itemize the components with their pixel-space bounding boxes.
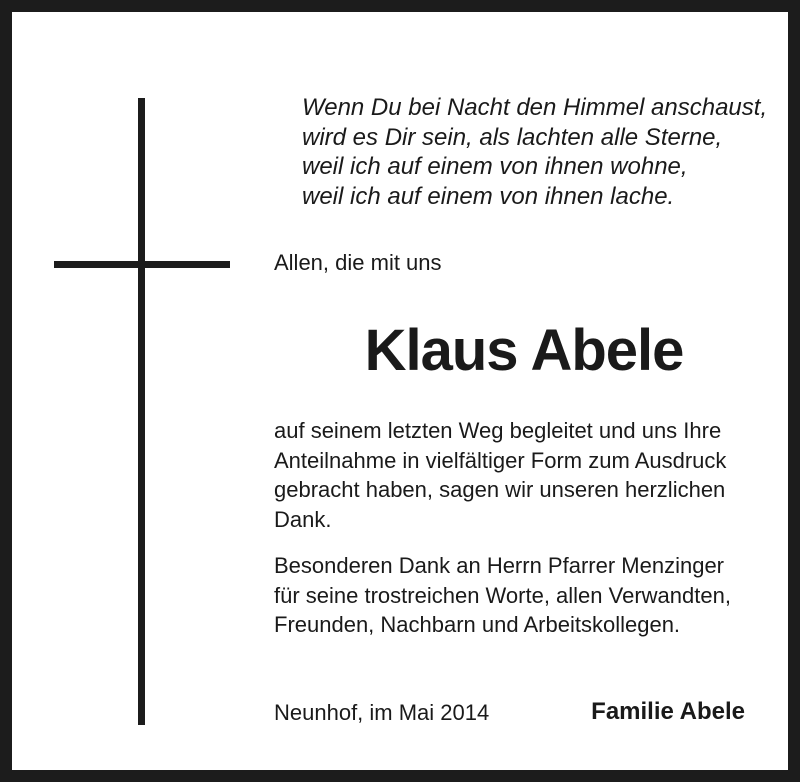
paragraph-line: für seine trostreichen Worte, allen Verwandten,	[274, 582, 731, 608]
paragraph-line: Freunden, Nachbarn und Arbeitskollegen.	[274, 612, 681, 637]
paragraph-line: Dank.	[274, 506, 332, 532]
cross-vertical-beam	[138, 98, 145, 725]
place-date: Neunhof, im Mai 2014	[274, 700, 490, 725]
thanks-paragraph	[274, 416, 774, 534]
poem-line: weil ich auf einem von ihnen lache.	[302, 182, 675, 210]
paragraph-line: auf seinem letzten Weg begleitet und uns Ihre	[274, 418, 722, 443]
cross-horizontal-beam	[54, 261, 230, 268]
paragraph-line: Anteilnahme in vielfältiger Form zum Ausdruck	[274, 447, 727, 473]
poem-line: weil ich auf einem von ihnen wohne,	[302, 153, 688, 180]
family-signature: Familie Abele	[591, 698, 745, 725]
poem-line: wird es Dir sein, als lachten alle Sterne,	[302, 123, 723, 151]
special-thanks-paragraph	[274, 551, 774, 640]
poem-line: Wenn Du bei Nacht den Himmel anschaust,	[302, 94, 768, 121]
paragraph-line: gebracht haben, sagen wir unseren herzlichen	[274, 477, 726, 502]
intro-text: Allen, die mit uns	[274, 250, 442, 275]
deceased-name: Klaus Abele	[364, 318, 684, 383]
poem-quote	[302, 93, 792, 211]
paragraph-line: Besonderen Dank an Herrn Pfarrer Menzinger	[274, 553, 725, 578]
